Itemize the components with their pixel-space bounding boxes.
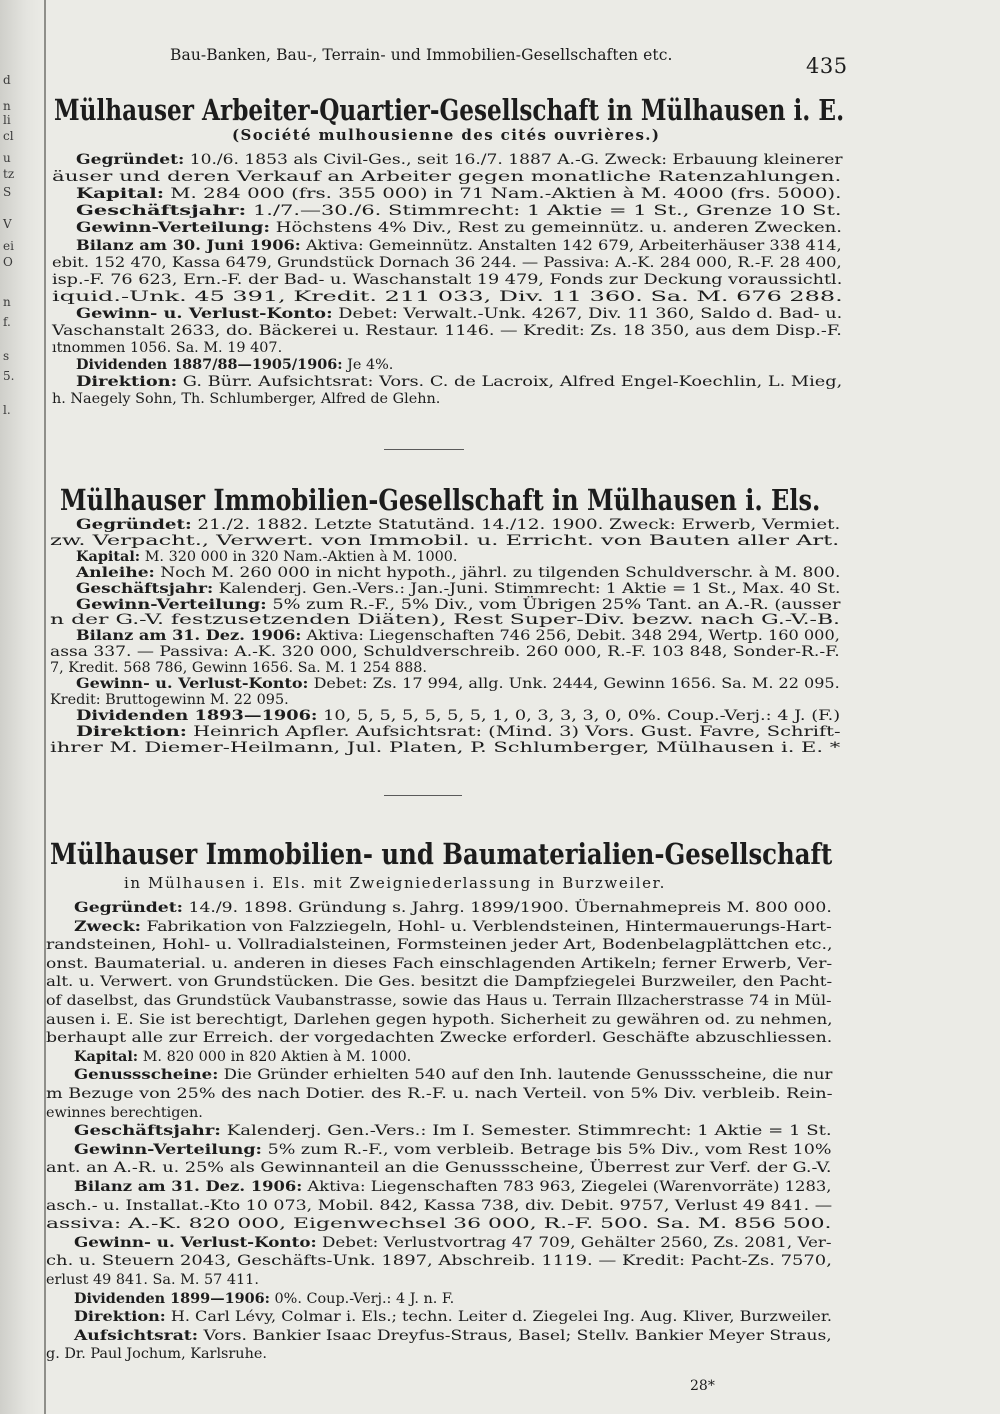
field-label: Anleihe: bbox=[76, 563, 155, 581]
field-text: Aktiva: Liegenschaften 746 256, Debit. 348 294, Wertp. 160 000, bbox=[301, 628, 840, 645]
field-label: Gewinn- u. Verlust-Konto: bbox=[76, 675, 309, 692]
field-label: Dividenden 1887/88—1905/1906: bbox=[76, 356, 343, 374]
field-text: Kredit: Bruttogewinn M. 22 095. bbox=[50, 691, 289, 708]
field-text: alt. u. Verwert. von Grundstücken. Die Ges. besitzt die Dampfziegelei Burzweiler, den Pacht- bbox=[46, 974, 833, 991]
text-line bbox=[46, 974, 832, 990]
text-line bbox=[76, 152, 843, 168]
text-line bbox=[76, 517, 840, 533]
text-line bbox=[46, 1272, 259, 1288]
text-line bbox=[76, 676, 840, 692]
field-text: Debet: Verlustvortrag 47 709, Gehälter 2560, Zs. 2081, Ver- bbox=[316, 1234, 832, 1251]
field-text: 0%. Coup.-Verj.: 4 J. n. F. bbox=[269, 1290, 455, 1307]
field-label: Direktion: bbox=[74, 1308, 166, 1326]
text-line bbox=[74, 1179, 831, 1195]
section-subtitle: in Mülhausen i. Els. mit Zweigniederlassung in Burzweiler. bbox=[124, 874, 667, 892]
field-text: Aktiva: Gemeinnütz. Anstalten 142 679, Arbeiterhäuser 338 414, bbox=[300, 237, 842, 254]
field-label: Bilanz am 31. Dez. 1906: bbox=[76, 627, 302, 645]
text-line bbox=[46, 1030, 832, 1046]
field-text: Aktiva: Liegenschaften 783 963, Ziegelei (Warenvorräte) 1283, bbox=[302, 1179, 832, 1195]
field-text: ch. u. Steuern 2043, Geschäfts-Unk. 1897, Abschreib. 1119. — Kredit: Pacht-Zs. 7570, bbox=[46, 1253, 832, 1270]
text-line bbox=[76, 724, 841, 740]
text-line bbox=[74, 1067, 832, 1083]
text-line bbox=[74, 900, 832, 916]
field-text: h. Naegely Sohn, Th. Schlumberger, Alfred de Glehn. bbox=[52, 391, 441, 408]
gutter-fragment: ei bbox=[3, 239, 14, 253]
text-line bbox=[46, 956, 832, 972]
running-head: Bau-Banken, Bau-, Terrain- und Immobilien-Gesellschaften etc. bbox=[170, 46, 673, 64]
field-label: Kapital: bbox=[76, 185, 165, 203]
text-line bbox=[52, 323, 842, 339]
text-line bbox=[50, 533, 839, 549]
text-line bbox=[52, 340, 282, 356]
field-text: Kalenderj. Gen.-Vers.: Im I. Semester. Stimmrecht: 1 Aktie = 1 St. bbox=[220, 1123, 832, 1140]
field-text: 14./9. 1898. Gründung s. Jahrg. 1899/1900. Übernahmepreis M. 800 000. bbox=[183, 900, 832, 916]
text-line bbox=[74, 1049, 411, 1065]
text-line bbox=[46, 1160, 831, 1176]
field-text: Noch M. 260 000 in nicht hypoth., jährl. zu tilgenden Schuldverschr. à M. 800. bbox=[154, 564, 841, 581]
text-line bbox=[74, 1123, 832, 1139]
field-label: Gewinn-Verteilung: bbox=[76, 219, 271, 237]
text-line bbox=[76, 220, 842, 236]
section-title: Mülhauser Immobilien- und Baumaterialien-Gesellschaft bbox=[50, 837, 833, 871]
text-line bbox=[50, 692, 289, 708]
text-line bbox=[76, 203, 842, 219]
gutter-fragment: li bbox=[3, 113, 11, 127]
text-line bbox=[76, 357, 393, 373]
field-text: Vaschanstalt 2633, do. Bäckerei u. Restaur. 1146. — Kredit: Zs. 18 350, aus dem Disp.-F. bbox=[52, 323, 842, 339]
field-text: assa 337. — Passiva: A.-K. 320 000, Schuldverschreib. 260 000, R.-F. 103 848, Sonder-R.-F. bbox=[50, 644, 840, 661]
field-text: assiva: A.-K. 820 000, Eigenwechsel 36 000, R.-F. 500. Sa. M. 856 500. bbox=[46, 1216, 832, 1233]
field-text: M. 320 000 in 320 Nam.-Aktien à M. 1000. bbox=[140, 548, 458, 565]
page-number: 435 bbox=[806, 54, 848, 78]
field-label: Kapital: bbox=[76, 547, 141, 565]
gutter-fragment: s bbox=[3, 349, 10, 363]
field-text: ant. an A.-R. u. 25% als Gewinnanteil an die Genussscheine, Überrest zur Verf. der G.-V. bbox=[46, 1160, 832, 1177]
text-line bbox=[46, 993, 831, 1009]
text-line bbox=[74, 1291, 454, 1307]
field-text: M. 820 000 in 820 Aktien à M. 1000. bbox=[138, 1048, 412, 1065]
text-line bbox=[76, 374, 842, 390]
text-line bbox=[46, 1012, 832, 1028]
field-label: Kapital: bbox=[74, 1047, 139, 1065]
field-text: ebit. 152 470, Kassa 6479, Grundstück Dornach 36 244. — Passiva: A.-K. 284 000, R.-F. 28 400, bbox=[52, 254, 842, 271]
field-label: Gegründet: bbox=[76, 151, 185, 168]
field-text: ıtnommen 1056. Sa. M. 19 407. bbox=[52, 340, 283, 357]
text-line bbox=[50, 660, 427, 676]
text-line bbox=[74, 919, 832, 935]
text-line bbox=[52, 272, 842, 288]
field-text: M. 284 000 (frs. 355 000) in 71 Nam.-Aktien à M. 4000 (frs. 5000). bbox=[164, 186, 842, 203]
field-text: n der G.-V. festzusetzenden Diäten), Rest Super-Div. bezw. nach G.-V.-B. bbox=[50, 612, 841, 629]
text-line bbox=[74, 1235, 832, 1251]
field-text: g. Dr. Paul Jochum, Karlsruhe. bbox=[46, 1346, 267, 1363]
field-text: 10, 5, 5, 5, 5, 5, 5, 1, 0, 3, 3, 3, 0, 0%. Coup.-Verj.: 4 J. (F.) bbox=[317, 707, 841, 724]
field-text: Vors. Bankier Isaac Dreyfus-Straus, Basel; Stellv. Bankier Meyer Straus, bbox=[198, 1327, 832, 1344]
text-line bbox=[76, 306, 842, 322]
gutter-fragment: tz bbox=[3, 167, 15, 181]
text-line bbox=[46, 1198, 832, 1214]
text-line bbox=[76, 628, 840, 644]
field-text: of daselbst, das Grundstück Vaubanstrasse, sowie das Haus u. Terrain Illzacherstrasse 74 in Mül- bbox=[46, 993, 832, 1009]
text-line bbox=[46, 1105, 203, 1121]
field-text: asch.- u. Installat.-Kto 10 073, Mobil. 842, Kassa 738, div. Debit. 9757, Verlust 49 841. — bbox=[46, 1197, 833, 1214]
text-line bbox=[46, 1086, 833, 1102]
field-label: Geschäftsjahr: bbox=[76, 579, 214, 597]
gutter-fragment: n bbox=[3, 295, 11, 309]
field-text: Heinrich Apfler. Aufsichtsrat: (Mind. 3) Vors. Gust. Favre, Schrift- bbox=[186, 723, 841, 740]
signature-mark: 28* bbox=[690, 1378, 715, 1394]
gutter-fragment: l. bbox=[3, 403, 11, 417]
field-label: Gewinn-Verteilung: bbox=[76, 595, 267, 613]
field-text: Kalenderj. Gen.-Vers.: Jan.-Juni. Stimmrecht: 1 Aktie = 1 St., Max. 40 St. bbox=[213, 580, 841, 597]
text-line bbox=[46, 1253, 832, 1269]
field-label: Gegründet: bbox=[76, 516, 192, 533]
field-text: ewinnes berechtigen. bbox=[46, 1104, 203, 1121]
field-label: Gegründet: bbox=[74, 899, 184, 916]
field-label: Direktion: bbox=[76, 722, 187, 740]
field-label: Gewinn- u. Verlust-Konto: bbox=[76, 304, 333, 322]
field-label: Geschäftsjahr: bbox=[74, 1122, 221, 1140]
gutter-fragment: V bbox=[3, 217, 12, 231]
field-text: 21./2. 1882. Letzte Statutänd. 14./12. 1900. Zweck: Erwerb, Vermiet. bbox=[191, 517, 841, 533]
text-line bbox=[76, 565, 840, 581]
gutter-fragment: d bbox=[3, 73, 11, 87]
section-separator bbox=[384, 449, 464, 450]
field-text: randsteinen, Hohl- u. Vollradialsteinen, Formsteinen jeder Art, Bodenbelagplättchen etc., bbox=[46, 937, 833, 954]
text-line bbox=[50, 612, 840, 628]
gutter-fragment: S bbox=[3, 185, 12, 199]
field-text: iquid.-Unk. 45 391, Kredit. 211 033, Div. 11 360. Sa. M. 676 288. bbox=[52, 288, 843, 305]
field-text: ihrer M. Diemer-Heilmann, Jul. Platen, P. Schlumberger, Mülhausen i. E. * bbox=[50, 739, 841, 756]
gutter-fragment: 5. bbox=[3, 369, 15, 383]
section-title: Mülhauser Arbeiter-Quartier-Gesellschaft in Mülhausen i. E. bbox=[54, 93, 845, 127]
text-line bbox=[76, 581, 840, 597]
gutter-fragment: n bbox=[3, 99, 11, 113]
field-label: Dividenden 1893—1906: bbox=[76, 706, 318, 724]
text-line bbox=[52, 391, 440, 407]
text-line bbox=[50, 740, 840, 756]
field-text: Die Gründer erhielten 540 auf den Inh. lautende Genussscheine, die nur bbox=[218, 1067, 833, 1084]
field-label: Genussscheine: bbox=[74, 1066, 219, 1084]
field-label: Bilanz am 30. Juni 1906: bbox=[76, 236, 301, 254]
field-label: Gewinn-Verteilung: bbox=[74, 1140, 263, 1158]
field-text: äuser und deren Verkauf an Arbeiter gegen monatliche Ratenzahlungen. bbox=[52, 169, 842, 186]
text-line bbox=[74, 1142, 832, 1158]
text-line bbox=[46, 937, 833, 953]
section-subtitle: (Société mulhousienne des cités ouvrières.) bbox=[232, 126, 661, 144]
text-line bbox=[52, 289, 843, 305]
field-text: G. Bürr. Aufsichtsrat: Vors. C. de Lacroix, Alfred Engel-Koechlin, L. Mieg, bbox=[177, 374, 843, 391]
field-label: Dividenden 1899—1906: bbox=[74, 1289, 270, 1307]
field-text: onst. Baumaterial. u. anderen in dieses Fach einschlagenden Artikeln; ferner Erwerb, Ver- bbox=[46, 955, 833, 972]
text-line bbox=[74, 1328, 832, 1344]
text-line bbox=[76, 238, 842, 254]
text-line bbox=[52, 169, 841, 185]
field-text: zw. Verpacht., Verwert. von Immobil. u. Erricht. von Bauten aller Art. bbox=[50, 532, 840, 549]
field-text: ausen i. E. Sie ist berechtigt, Darlehen gegen hypoth. Sicherheit zu gewähren od. zu nehmen, bbox=[46, 1011, 833, 1028]
field-text: H. Carl Lévy, Colmar i. Els.; techn. Leiter d. Ziegelei Ing. Aug. Kliver, Burzweiler. bbox=[165, 1309, 832, 1326]
field-text: Fabrikation von Falzziegeln, Hohl- u. Verblendsteinen, Hintermauerungs-Hart- bbox=[140, 918, 832, 935]
text-line bbox=[76, 708, 840, 724]
text-line bbox=[76, 549, 458, 565]
field-text: Höchstens 4% Div., Rest zu gemeinnütz. u. anderen Zwecken. bbox=[270, 220, 843, 237]
section-title: Mülhauser Immobilien-Gesellschaft in Mülhausen i. Els. bbox=[60, 483, 821, 517]
section-separator bbox=[384, 795, 462, 796]
field-text: Je 4%. bbox=[342, 357, 394, 374]
field-label: Zweck: bbox=[74, 917, 141, 935]
field-text: 1./7.—30./6. Stimmrecht: 1 Aktie = 1 St., Grenze 10 St. bbox=[246, 203, 842, 220]
gutter-fragment: u bbox=[3, 151, 11, 165]
gutter-fragment: f. bbox=[3, 315, 11, 329]
field-text: Debet: Zs. 17 994, allg. Unk. 2444, Gewinn 1656. Sa. M. 22 095. bbox=[308, 676, 840, 692]
field-text: berhaupt alle zur Erreich. der vorgedachten Zwecke erforderl. Geschäfte abzuschliessen. bbox=[46, 1030, 833, 1047]
gutter-fragment: cl bbox=[3, 129, 14, 143]
field-text: isp.-F. 76 623, Ern.-F. der Bad- u. Waschanstalt 19 479, Fonds zur Deckung voraussichtl. bbox=[52, 271, 843, 288]
text-line bbox=[52, 255, 842, 271]
text-line bbox=[76, 597, 840, 613]
text-line bbox=[46, 1216, 831, 1232]
field-text: erlust 49 841. Sa. M. 57 411. bbox=[46, 1272, 259, 1288]
field-text: m Bezuge von 25% des nach Dotier. des R.-F. u. nach Verteil. von 5% Div. verbleib. Rein- bbox=[46, 1086, 833, 1102]
field-label: Bilanz am 31. Dez. 1906: bbox=[74, 1178, 303, 1195]
field-label: Direktion: bbox=[76, 373, 178, 391]
gutter-fragment: O bbox=[3, 255, 13, 269]
field-text: 7, Kredit. 568 786, Gewinn 1656. Sa. M. 1 254 888. bbox=[50, 660, 427, 677]
text-line bbox=[46, 1346, 267, 1362]
page-binding-gutter bbox=[0, 0, 46, 1414]
field-label: Aufsichtsrat: bbox=[74, 1326, 199, 1344]
field-label: Gewinn- u. Verlust-Konto: bbox=[74, 1233, 317, 1251]
field-text: 5% zum R.-F., vom verbleib. Betrage bis 5% Div., vom Rest 10% bbox=[262, 1141, 832, 1158]
field-text: Debet: Verwalt.-Unk. 4267, Div. 11 360, Saldo d. Bad- u. bbox=[332, 305, 843, 322]
field-text: 10./6. 1853 als Civil-Ges., seit 16./7. 1887 A.-G. Zweck: Erbauung kleinerer bbox=[184, 152, 843, 168]
text-line bbox=[76, 186, 841, 202]
text-line bbox=[74, 1309, 832, 1325]
text-line bbox=[50, 644, 840, 660]
field-label: Geschäftsjahr: bbox=[76, 202, 247, 220]
field-text: 5% zum R.-F., 5% Div., vom Übrigen 25% Tant. an A.-R. (ausser bbox=[266, 596, 841, 613]
